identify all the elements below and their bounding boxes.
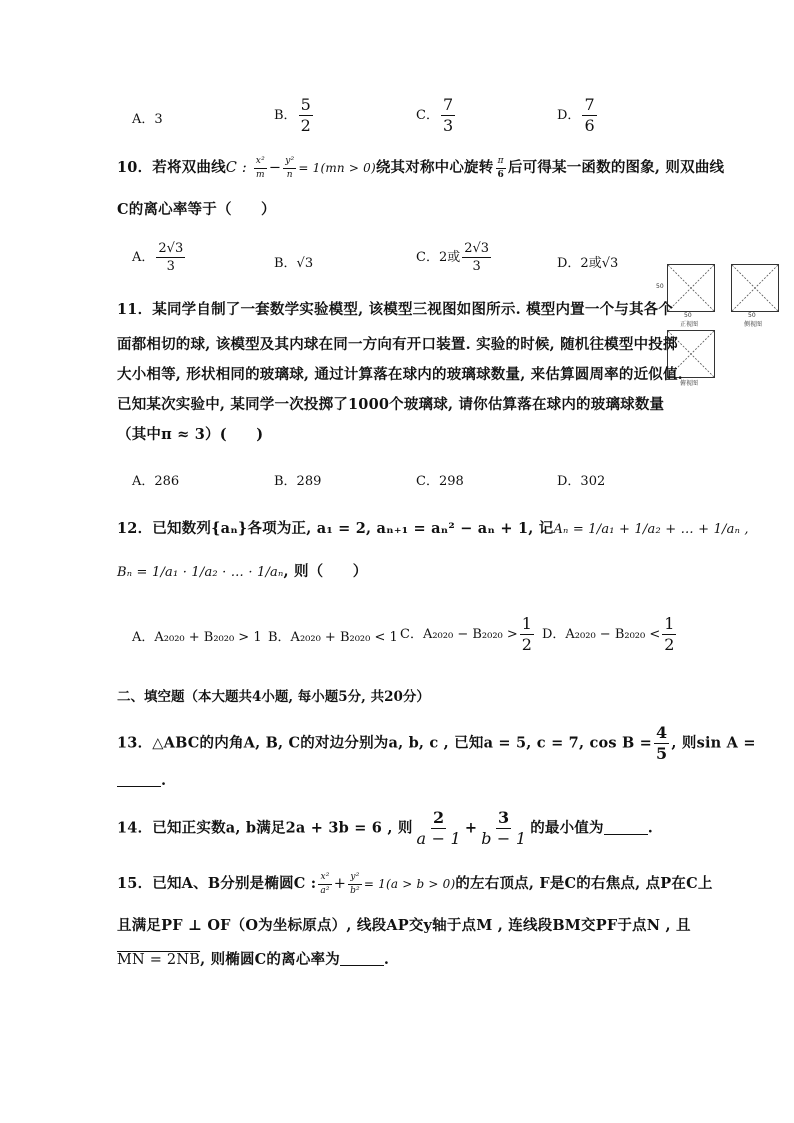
q9-option-d-fraction [582,97,596,134]
question-13-line-1 [117,725,756,762]
q14-plus: + [464,819,478,837]
q9-option-b-label: B． [274,108,297,123]
front-view-caption: 正视图 [680,321,699,328]
q9-option-d-label: D． [557,108,581,123]
q10-c-label: C．2或 [416,250,461,265]
q9-option-c-label: C． [416,108,439,123]
question-15-line-1: 15．已知A、B分别是椭圆C : $\frac{\text{x²}}{\text{a²}}$ + $\frac{\text{y²}}{\text{b²}}$ = 1(a > b > 0)的左右顶点, F是C的右焦点, 点P在C上 [117,871,713,896]
q12-d-label: D．A₂₀₂₀ − B₂₀₂₀ < [542,627,661,642]
q12-option-a: A．A₂₀₂₀ + B₂₀₂₀ > 1 [132,630,262,645]
q12-d-half-den: 2 [664,635,675,654]
q15-equation: = 1(a > b > 0) [363,877,456,891]
q12-c-half-den: 2 [521,635,532,654]
q10-x-fraction: $\frac{\text{x²}}{m}$ [255,155,265,180]
question-14: 14．已知正实数a, b满足2a + 3b = 6 , 则 $\frac{2}{a - 1}$ + $\frac{3}{b - 1}$ 的最小值为 . [117,808,653,848]
q15-suffix: , 则椭圆C的离心率为 [200,951,340,968]
question-15-line-3: MN = 2NB, 则椭圆C的离心率为 . [117,951,390,968]
top-view-caption: 俯视图 [680,380,699,387]
question-10-line-2: C的离心率等于（ ） [117,201,276,218]
q13-suffix: , 则sin A = [671,734,756,752]
q10-option-b: B．√3 [274,256,314,271]
q9-d-num: 7 [584,95,595,114]
question-11-line-2: 面都相切的球, 该模型及其内球在同一方向有开口装置. 实验的时候, 随机往模型中投掷 [117,336,678,353]
q15-mid: 的左右顶点, F是C的右焦点, 点P在C上 [455,875,713,892]
q10-angle-den: 6 [497,169,504,180]
q9-b-den: 2 [300,116,311,135]
q14-f1-num: 2 [433,808,445,827]
q15-answer-blank[interactable] [340,951,384,966]
question-10-line-1: 10．若将双曲线C : $\frac{\text{x²}}{m}$ − $\frac{\text{y²}}{n}$ = 1(mn > 0)绕其对称中心旋转 $\frac{\pi}{6}$ 后可得某一函数的图象, 则双曲线 [117,155,725,180]
q13-den: 5 [656,744,668,763]
q10-option-a [132,242,187,273]
q10-c-num: 2√3 [464,241,490,256]
q10-suffix: 后可得某一函数的图象, 则双曲线 [507,159,725,176]
q14-fraction-2 [479,810,528,847]
q14-prefix: 14．已知正实数a, b满足2a + 3b = 6 , 则 [117,819,413,837]
q9-option-c [416,97,457,134]
q10-angle [495,157,505,180]
q13-prefix: 13．△ABC的内角A, B, C的对边分别为a, b, c , 已知a = 5, c = 7, cos B = [117,734,653,752]
q14-suffix: 的最小值为 [530,819,604,837]
q14-f2-den: b − 1 [481,829,527,848]
q12-c-label: C．A₂₀₂₀ − B₂₀₂₀ > [400,627,518,642]
q12-d-half-num: 1 [664,614,675,633]
q12-suffix: , 则（ ） [283,563,368,580]
front-width-label: 50 [684,312,692,319]
q15-vector-equation: MN = 2NB [117,952,201,968]
q11-option-d: D．302 [557,474,606,489]
question-11-line-5: （其中π ≈ 3）( ) [117,426,264,443]
side-width-label: 50 [748,312,756,319]
question-11-line-3: 大小相等, 形状相同的玻璃球, 通过计算落在球内的玻璃球数量, 来估算圆周率的近似值. [117,366,683,383]
side-view-caption: 侧视图 [744,321,763,328]
q14-f2-num: 3 [498,808,510,827]
q9-option-b-fraction [299,97,313,134]
question-11-line-4: 已知某次实验中, 某同学一次投掷了1000个玻璃球, 请你估算落在球内的玻璃球数量 [117,396,665,413]
q10-prefix: 10．若将双曲线 [117,159,226,176]
q10-c-fraction [462,242,491,273]
q13-answer-blank[interactable] [117,772,161,787]
q12-A-definition: Aₙ = 1/a₁ + 1/a₂ + … + 1/aₙ , [553,522,749,537]
q15-prefix: 15．已知A、B分别是椭圆C : [117,875,317,892]
q9-d-den: 6 [584,116,595,135]
q12-B-definition: Bₙ = 1/a₁ · 1/a₂ · … · 1/aₙ [117,565,284,580]
question-12-line-1 [117,517,749,538]
q12-prefix: 12．已知数列{aₙ}各项为正, a₁ = 2, aₙ₊₁ = aₙ² − aₙ + 1, 记 [117,520,554,537]
q14-f1-den: a − 1 [416,829,461,848]
q10-option-c [416,242,493,273]
q10-c-den: 3 [472,259,481,274]
q15-y-fraction: $\frac{\text{y²}}{\text{b²}}$ [350,871,360,896]
q11-option-a: A．286 [132,474,180,489]
q10-a-label: A． [132,250,155,265]
q12-d-half [662,616,676,653]
q9-option-b [274,97,315,134]
q10-curve: C [225,160,238,176]
q12-c-half [520,616,534,653]
q12-option-c [400,616,536,653]
q13-fraction [654,725,669,762]
q9-c-den: 3 [442,116,454,135]
q9-option-c-fraction [441,97,455,134]
q12-option-d [542,616,678,653]
q10-a-num: 2√3 [158,241,184,256]
q9-option-d [557,97,599,134]
question-13-line-2: . [117,772,166,789]
q10-option-d: D．2或√3 [557,256,619,271]
q10-angle-num: π [496,157,506,169]
q10-a-fraction [156,242,185,273]
q14-answer-blank[interactable] [604,820,648,835]
q10-mid: 绕其对称中心旋转 [375,159,494,176]
q14-fraction-1 [415,810,463,847]
q11-option-b: B．289 [274,474,322,489]
q10-y-fraction: $\frac{\text{y²}}{n}$ [285,155,295,180]
question-11-line-1: 11．某同学自制了一套数学实验模型, 该模型三视图如图所示. 模型内置一个与其各个 [117,301,674,318]
q9-b-num: 5 [300,95,311,114]
q13-num: 4 [656,723,668,742]
q15-x-fraction: $\frac{\text{x²}}{\text{a²}}$ [320,871,330,896]
q9-option-a: A．3 [132,112,163,127]
section-2-heading: 二、填空题（本大题共4小题, 每小题5分, 共20分） [117,689,430,705]
question-12-line-2 [117,560,367,581]
q10-equation: = 1(mn > 0) [298,161,376,175]
front-view [667,264,715,312]
q12-option-b: B．A₂₀₂₀ + B₂₀₂₀ < 1 [268,630,398,645]
side-view [731,264,779,312]
question-15-line-2: 且满足PF ⊥ OF（O为坐标原点）, 线段AP交y轴于点M , 连线段BM交PF于点N , 且 [117,917,691,934]
q12-c-half-num: 1 [521,614,532,633]
q11-option-c: C．298 [416,474,464,489]
front-height-label: 50 [656,283,664,290]
q9-c-num: 7 [442,95,454,114]
q10-a-den: 3 [166,259,175,274]
